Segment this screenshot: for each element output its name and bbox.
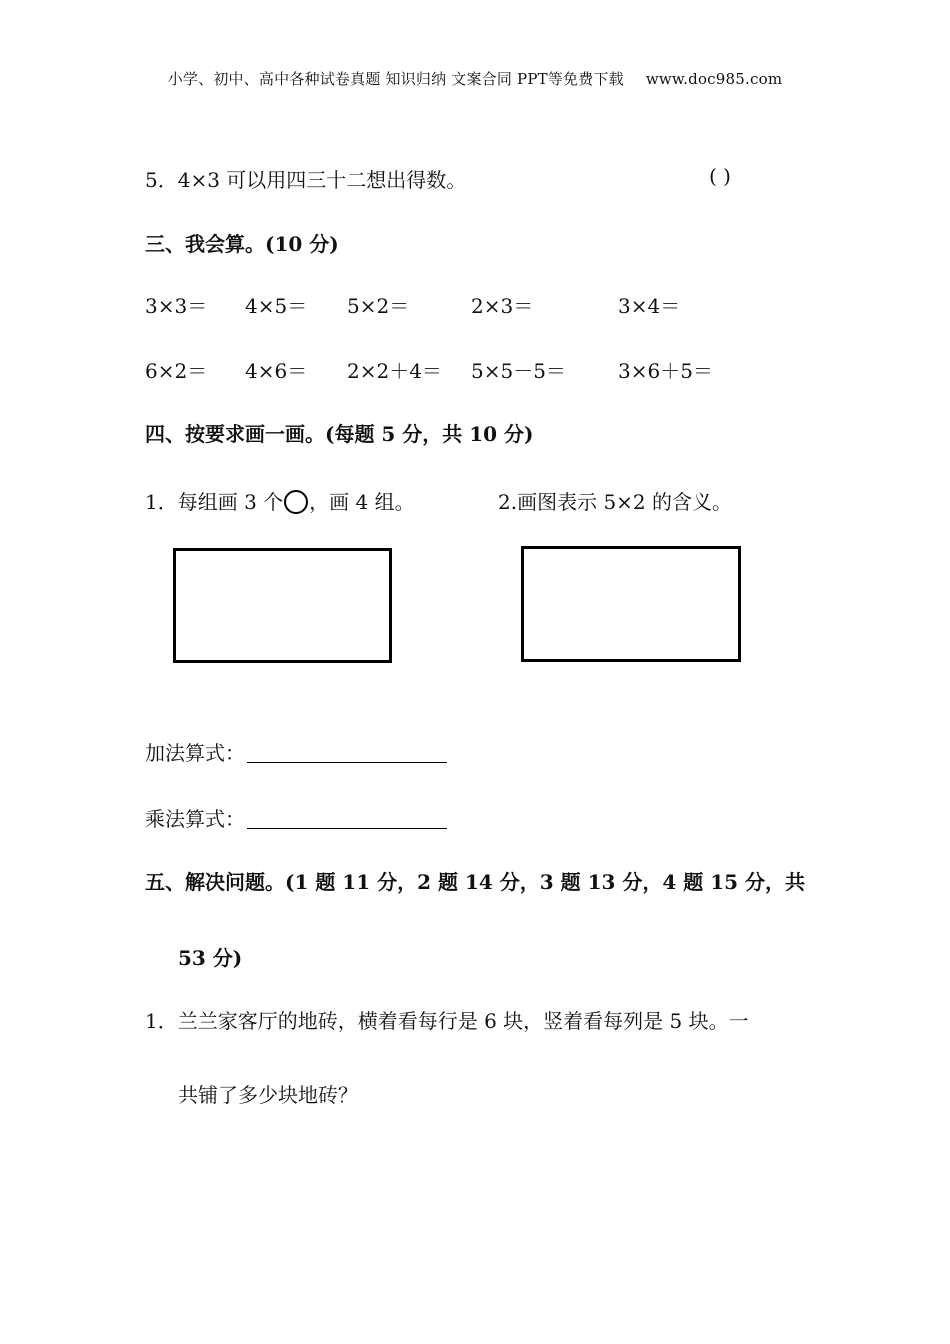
calc-item: 6×2＝ (145, 359, 208, 383)
circle-icon (284, 490, 308, 514)
draw-question-1-text: 1．每组画 3 个 (145, 490, 284, 514)
multiplication-answer-line[interactable] (247, 808, 447, 829)
section-4-title: 四、按要求画一画。(每题 5 分，共 10 分) (145, 422, 534, 446)
problem-1: 1．兰兰家客厅的地砖，横着看每行是 6 块，竖着看每列是 5 块。一 (145, 1009, 749, 1033)
section-3-title: 三、我会算。(10 分) (145, 232, 339, 256)
calc-item: 3×4＝ (618, 294, 681, 318)
header-site: www.doc985.com (645, 70, 783, 88)
calc-item: 5×5－5＝ (471, 359, 566, 383)
calc-item: 3×3＝ (145, 294, 208, 318)
calc-item: 4×5＝ (245, 294, 308, 318)
section-5-title: 五、解决问题。(1 题 11 分，2 题 14 分，3 题 13 分，4 题 15 分，共 (145, 870, 806, 894)
addition-answer-line[interactable] (247, 742, 447, 763)
problem-1-continued: 共铺了多少块地砖？ (178, 1083, 358, 1107)
addition-formula-row (145, 737, 447, 766)
question-5: 5．4×3 可以用四三十二想出得数。 (145, 168, 467, 192)
drawing-box-1[interactable] (173, 548, 392, 663)
addition-label: 加法算式： (145, 741, 245, 765)
drawing-box-2[interactable] (521, 546, 741, 662)
draw-question-2: 2.画图表示 5×2 的含义。 (498, 490, 733, 514)
answer-parentheses: ( ) (709, 164, 731, 188)
section-5-title-continued: 53 分) (178, 946, 243, 970)
page-header (0, 68, 950, 89)
calc-item: 2×2＋4＝ (347, 359, 442, 383)
draw-question-1 (145, 486, 415, 515)
calc-item: 3×6＋5＝ (618, 359, 713, 383)
draw-question-1-suffix: ，画 4 组。 (309, 490, 415, 514)
multiplication-formula-row (145, 803, 447, 832)
header-text: 小学、初中、高中各种试卷真题 知识归纳 文案合同 PPT等免费下载 (167, 70, 624, 88)
calc-item: 2×3＝ (471, 294, 534, 318)
multiplication-label: 乘法算式： (145, 807, 245, 831)
calc-item: 4×6＝ (245, 359, 308, 383)
calc-item: 5×2＝ (347, 294, 410, 318)
